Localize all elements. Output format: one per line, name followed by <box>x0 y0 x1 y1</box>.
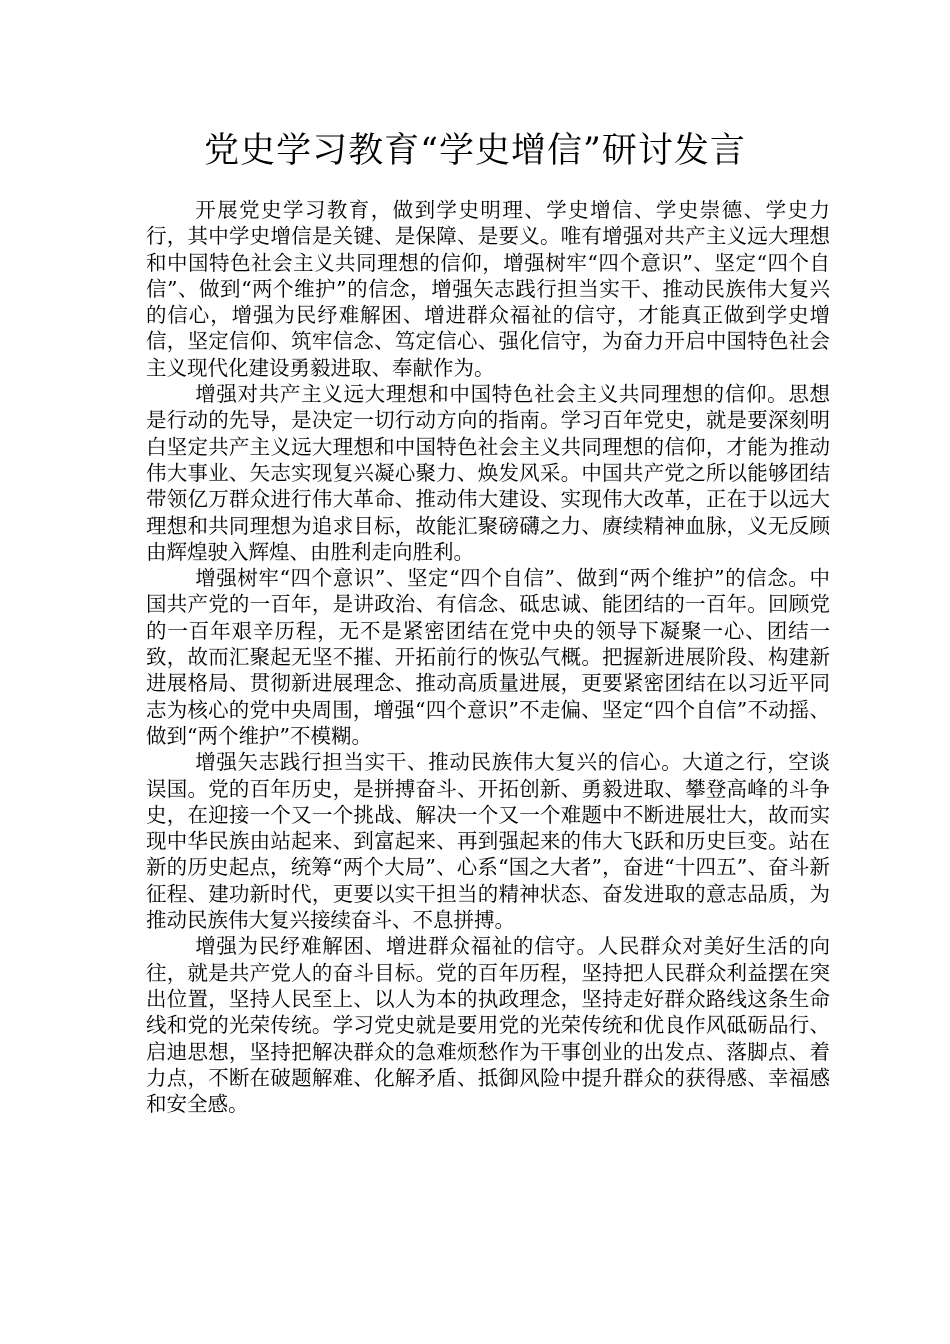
paragraph: 增强对共产主义远大理想和中国特色社会主义共同理想的信仰。思想是行动的先导，是决定一切行动方向的指南。学习百年党史，就是要深刻明白坚定共产主义远大理想和中国特色社会主义共同理想的信仰，才能为推动伟大事业、矢志实现复兴凝心聚力、焕发风采。中国共产党之所以能够团结带领亿万群众进行伟大革命、推动伟大建设、实现伟大改革，正在于以远大理想和共同理想为追求目标，故能汇聚磅礴之力、赓续精神血脉，义无反顾由辉煌驶入辉煌、由胜利走向胜利。 <box>146 382 830 564</box>
paragraph: 增强为民纾难解困、增进群众福祉的信守。人民群众对美好生活的向往，就是共产党人的奋斗目标。党的百年历程，坚持把人民群众利益摆在突出位置，坚持人民至上、以人为本的执政理念，坚持走好群众路线这条生命线和党的光荣传统。学习党史就是要用党的光荣传统和优良作风砥砺品行、启迪思想，坚持把解决群众的急难烦愁作为干事创业的出发点、落脚点、着力点，不断在破题解难、化解矛盾、抵御风险中提升群众的获得感、幸福感和安全感。 <box>146 934 830 1117</box>
document-body <box>146 197 830 1117</box>
paragraph: 开展党史学习教育，做到学史明理、学史增信、学史崇德、学史力行，其中学史增信是关键、是保障、是要义。唯有增强对共产主义远大理想和中国特色社会主义共同理想的信仰，增强树牢“四个意识”、坚定“四个自信”、做到“两个维护”的信念，增强矢志践行担当实干、推动民族伟大复兴的信心，增强为民纾难解困、增进群众福祉的信守，才能真正做到学史增信，坚定信仰、筑牢信念、笃定信心、强化信守，为奋力开启中国特色社会主义现代化建设勇毅进取、奉献作为。 <box>146 198 830 380</box>
paragraph: 增强树牢“四个意识”、坚定“四个自信”、做到“两个维护”的信念。中国共产党的一百年，是讲政治、有信念、砥忠诚、能团结的一百年。回顾党的一百年艰辛历程，无不是紧密团结在党中央的领导下凝聚一心、团结一致，故而汇聚起无坚不摧、开拓前行的恢弘气概。把握新进展阶段、构建新进展格局、贯彻新进展理念、推动高质量进展，更要紧密团结在以习近平同志为核心的党中央周围，增强“四个意识”不走偏、坚定“四个自信”不动摇、做到“两个维护”不模糊。 <box>146 566 830 748</box>
document-title: 党史学习教育“学史增信”研讨发言 <box>204 131 746 171</box>
paragraph: 增强矢志践行担当实干、推动民族伟大复兴的信心。大道之行，空谈误国。党的百年历史，是拼搏奋斗、开拓创新、勇毅进取、攀登高峰的斗争史，在迎接一个又一个挑战、解决一个又一个难题中不断进展壮大，故而实现中华民族由站起来、到富起来、再到强起来的伟大飞跃和历史巨变。站在新的历史起点，统筹“两个大局”、心系“国之大者”，奋进“十四五”、奋斗新征程、建功新时代，更要以实干担当的精神状态、奋发进取的意志品质，为推动民族伟大复兴接续奋斗、不息拼搏。 <box>146 750 830 933</box>
